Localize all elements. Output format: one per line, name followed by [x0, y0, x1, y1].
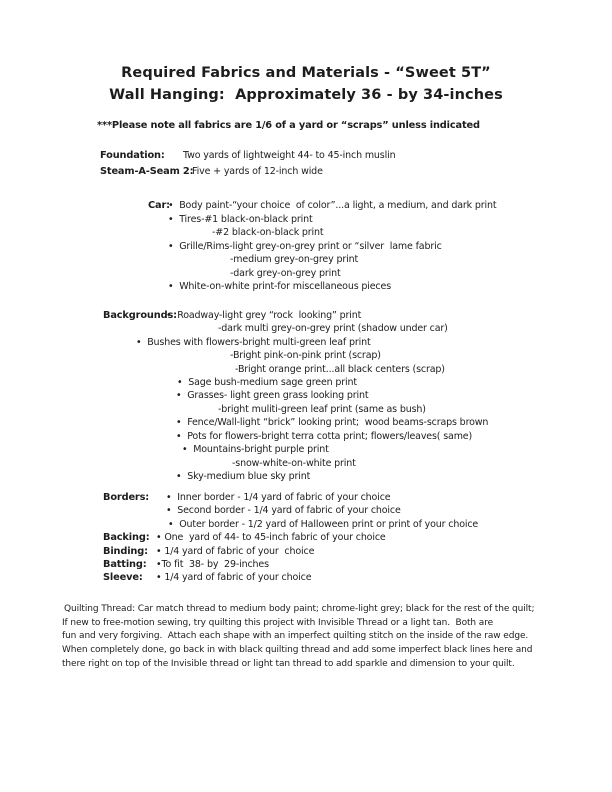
batting-value: •To fit 38- by 29-inches [156, 559, 269, 570]
steam-a-seam-label: Steam-A-Seam 2: [100, 166, 194, 177]
quilting-thread-line: If new to free-motion sewing, try quilting this project with Invisible Thread or a light tan. Both are [62, 618, 494, 628]
car-list-item: • Tires-#1 black-on-black print [168, 214, 313, 225]
backgrounds-list-item: -dark multi grey-on-grey print (shadow under car) [218, 323, 448, 334]
car-list-item: • Grille/Rims-light grey-on-grey print or “silver lame fabric [168, 241, 442, 252]
quilting-thread-line: there right on top of the Invisible thread or light tan thread to add sparkle and dimension to your quilt. [62, 659, 515, 669]
backgrounds-list-item: • Sage bush-medium sage green print [177, 377, 357, 388]
borders-list-item: • Inner border - 1/4 yard of fabric of your choice [166, 492, 391, 503]
quilting-thread-line: When completely done, go back in with black quilting thread and add some imperfect black lines here and [62, 645, 533, 655]
page-subtitle: Wall Hanging: Approximately 36 - by 34-inches [109, 87, 503, 103]
borders-list-item: • Second border - 1/4 yard of fabric of your choice [166, 505, 401, 516]
quilting-thread-line: Quilting Thread: Car match thread to medium body paint; chrome-light grey; black for the rest of the quilt; [64, 604, 535, 614]
borders-section-label: Borders: [103, 492, 150, 503]
steam-a-seam-value: Five + yards of 12-inch wide [192, 166, 323, 177]
foundation-value: Two yards of lightweight 44- to 45-inch muslin [183, 150, 396, 161]
backgrounds-list-item: -snow-white-on-white print [232, 458, 356, 469]
batting-label: Batting: [103, 559, 147, 570]
backgrounds-list-item: • Fence/Wall-light “brick” looking print; wood beams-scraps brown [176, 417, 489, 428]
car-list-item: • White-on-white print-for miscellaneous pieces [168, 281, 391, 292]
page-title: Required Fabrics and Materials - “Sweet 5T” [121, 65, 491, 81]
backgrounds-list-item: • Bushes with flowers-bright multi-green leaf print [136, 337, 371, 348]
backing-value: • One yard of 44- to 45-inch fabric of your choice [156, 532, 386, 543]
car-list-item: -medium grey-on-grey print [230, 254, 359, 265]
car-list-item: • Body paint-“your choice of color”...a light, a medium, and dark print [168, 200, 497, 211]
backgrounds-list-item: • Mountains-bright purple print [182, 444, 329, 455]
car-list-item: -#2 black-on-black print [212, 227, 324, 238]
borders-list-item: • Outer border - 1/2 yard of Halloween print or print of your choice [168, 519, 479, 530]
backgrounds-list-item: -bright muliti-green leaf print (same as bush) [218, 404, 426, 415]
backgrounds-list-item: • Sky-medium blue sky print [176, 471, 311, 482]
sleeve-label: Sleeve: [103, 572, 143, 583]
foundation-label: Foundation: [100, 150, 165, 161]
sleeve-value: • 1/4 yard of fabric of your choice [156, 572, 312, 583]
backgrounds-list-item: • Grasses- light green grass looking print [176, 390, 369, 401]
backgrounds-list-item: -Bright orange print...all black centers (scrap) [235, 364, 445, 375]
backgrounds-list-item: • Roadway-light grey “rock looking” print [166, 310, 362, 321]
car-list-item: -dark grey-on-grey print [230, 268, 341, 279]
binding-value: • 1/4 yard of fabric of your choice [156, 546, 315, 557]
backgrounds-list-item: -Bright pink-on-pink print (scrap) [230, 350, 381, 361]
quilting-thread-line: fun and very forgiving. Attach each shape with an imperfect quilting stitch on the inside of the raw edge. [62, 631, 529, 641]
backgrounds-section-label: Backgrounds: [103, 310, 177, 321]
car-section-label: Car: [148, 200, 170, 211]
backgrounds-list-item: • Pots for flowers-bright terra cotta print; flowers/leaves( same) [176, 431, 473, 442]
backing-label: Backing: [103, 532, 150, 543]
binding-label: Binding: [103, 546, 148, 557]
fabric-note: ***Please note all fabrics are 1/6 of a yard or “scraps” unless indicated [97, 120, 480, 131]
